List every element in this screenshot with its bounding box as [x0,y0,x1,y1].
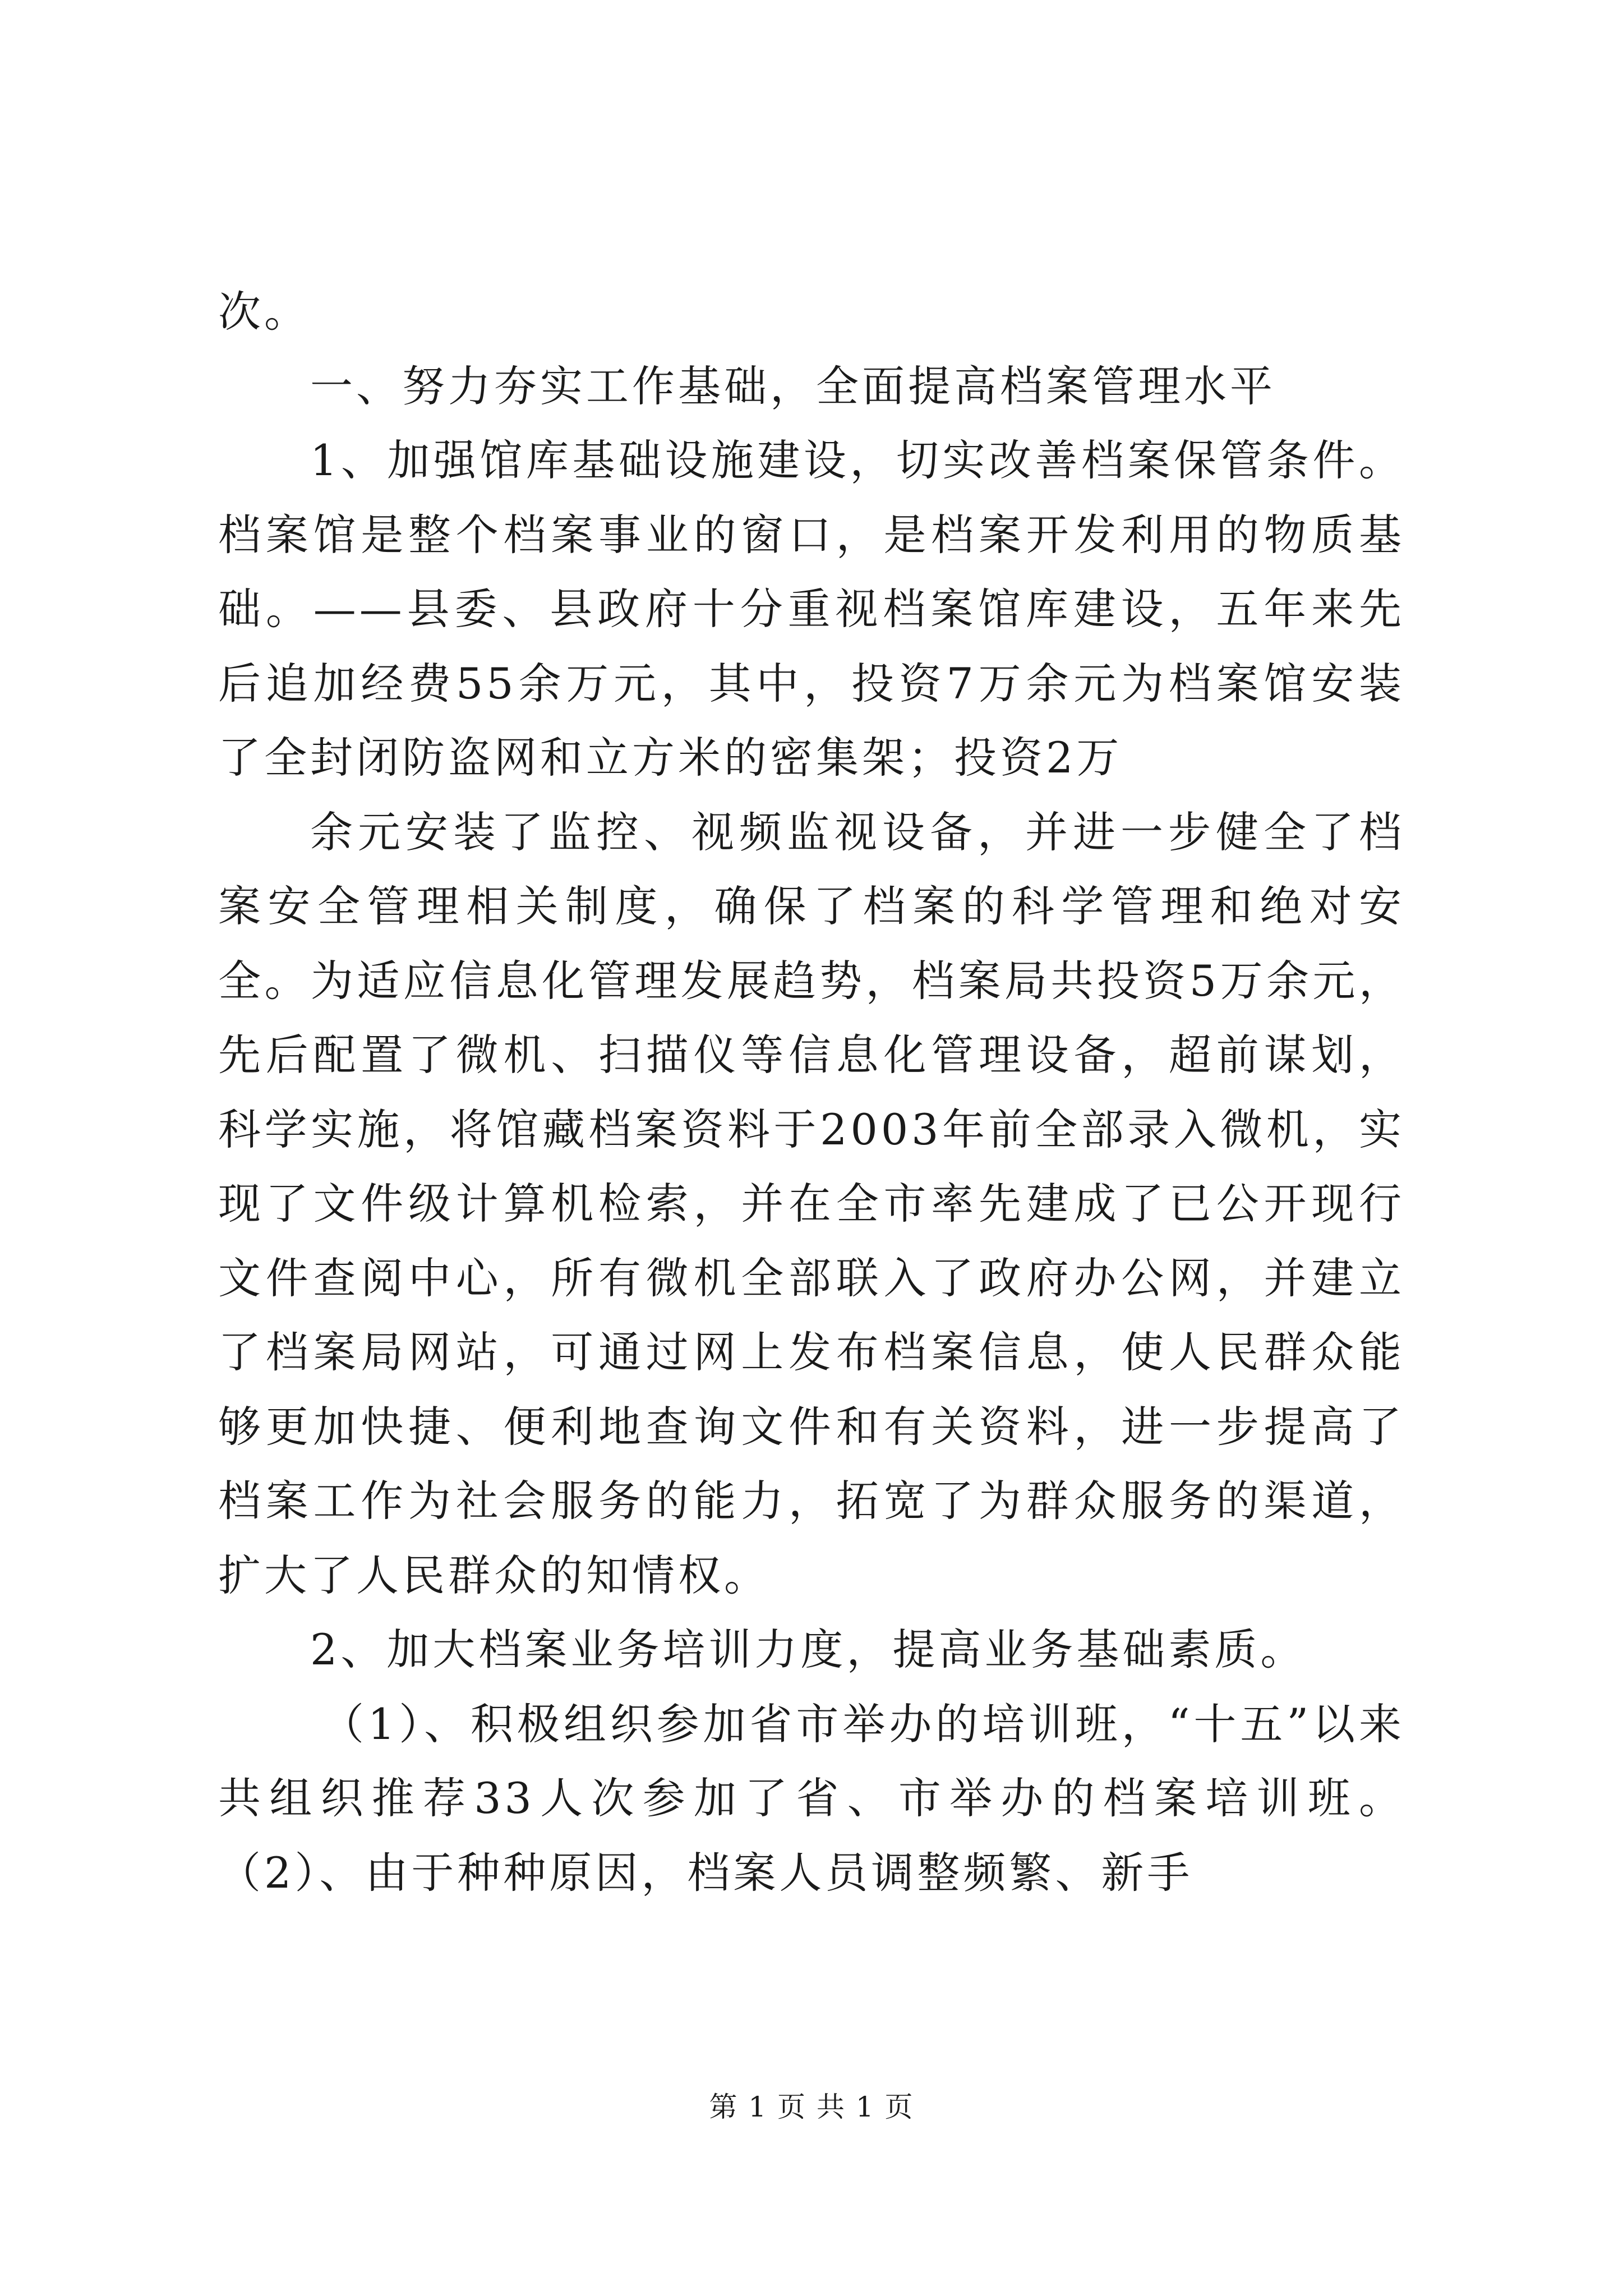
section-heading: 一、努力夯实工作基础，全面提高档案管理水平 [310,361,1276,411]
paragraph-training-detail: （1）、积极组织参加省市举办的培训班，“十五”以来共组织推荐33人次参加了省、市举办的档案培训班。（2）、由于种种原因，档案人员调整频繁、新手 [218,1699,1405,1898]
page-footer: 第 1 页 共 1 页 [709,2091,914,2123]
paragraph-training-heading: 2、加大档案业务培训力度，提高业务基础素质。 [310,1625,1307,1674]
document-body [218,275,1405,1910]
paragraph-informatization: 余元安装了监控、视频监视设备，并进一步健全了档案安全管理相关制度，确保了档案的科学管理和绝对安全。为适应信息化管理发展趋势，档案局共投资5万余元，先后配置了微机、扫描仪等信息化管理设备，超前谋划，科学实施，将馆藏档案资料于2003年前全部录入微机，实现了文件级计算机检索，并在全市率先建成了已公开现行文件查阅中心，所有微机全部联入了政府办公网，并建立了档案局网站，可通过网上发布档案信息，使人民群众能够更加快捷、便利地查询文件和有关资料，进一步提高了档案工作为社会服务的能力，拓宽了为群众服务的渠道，扩大了人民群众的知情权。 [218,807,1405,1600]
paragraph-facilities: 1、加强馆库基础设施建设，切实改善档案保管条件。档案馆是整个档案事业的窗口，是档案开发利用的物质基础。——县委、县政府十分重视档案馆库建设，五年来先后追加经费55余万元，其中，投资7万余元为档案馆安装了全封闭防盗网和立方米的密集架；投资2万 [218,435,1405,783]
paragraph-continuation: 次。 [218,287,310,337]
